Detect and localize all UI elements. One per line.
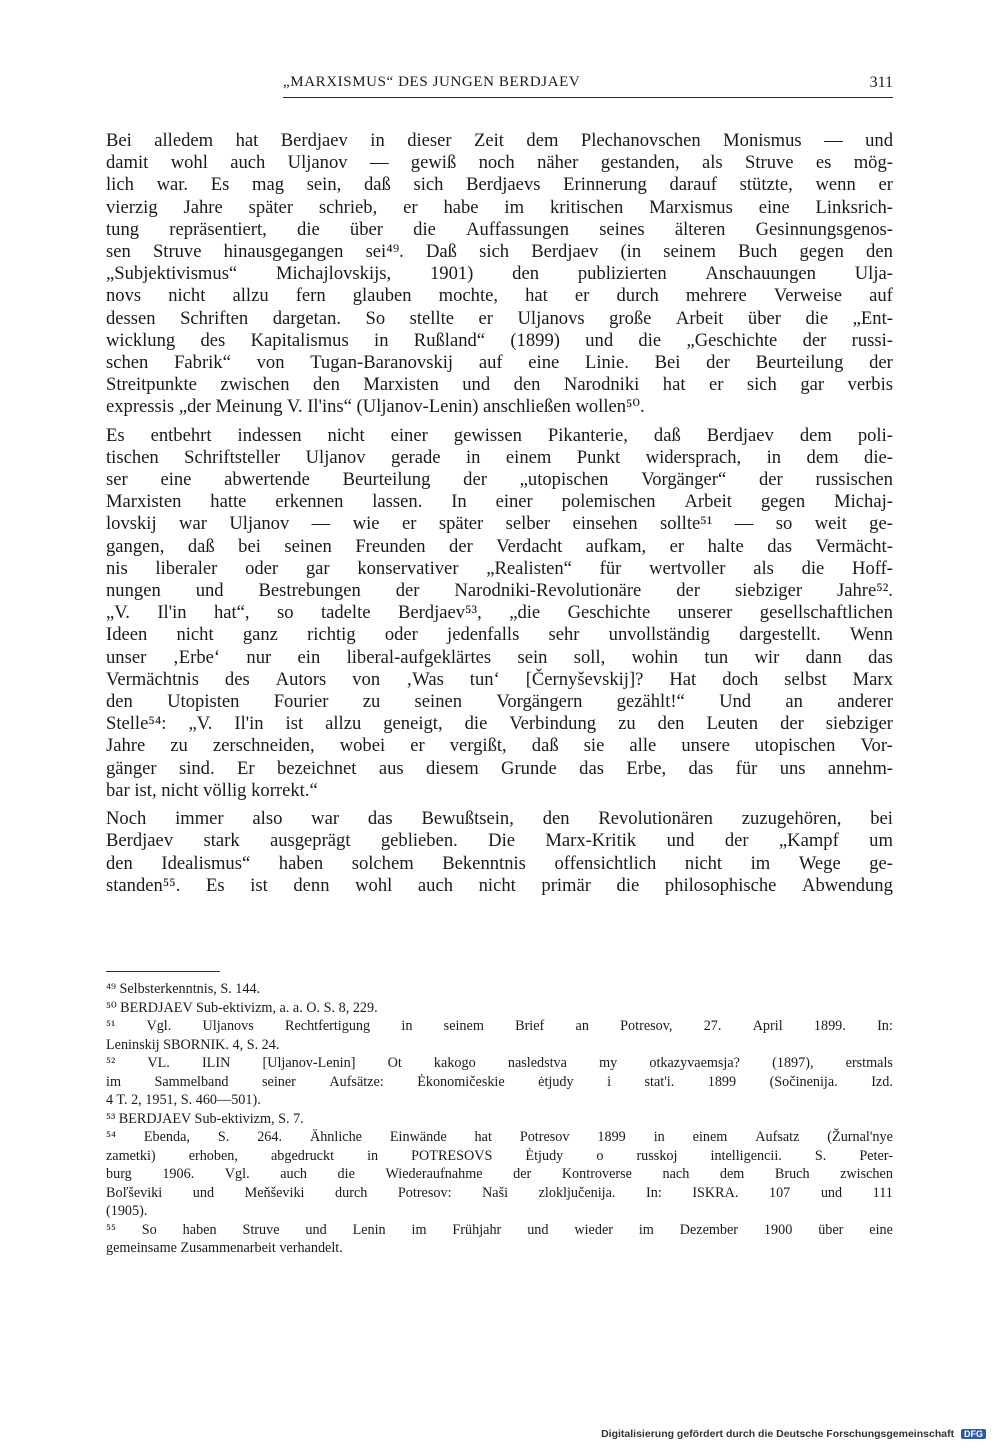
footnotes bbox=[106, 980, 893, 1258]
dfg-logo: DFG bbox=[961, 1429, 986, 1439]
footnote-rule bbox=[106, 971, 220, 972]
footnote bbox=[106, 980, 893, 999]
text-line: gangen, daß bei seinen Freunden der Verdacht aufkam, er halte das Vermächt- bbox=[106, 535, 893, 557]
footnote-line: im Sammelband seiner Aufsätze: Ėkonomičeskie ėtjudy i stat'i. 1899 (Sočinenija. Izd. bbox=[106, 1073, 893, 1090]
text-line: den Utopisten Fourier zu seinen Vorgängern gezählt!“ Und an anderer bbox=[106, 691, 893, 713]
text-line: bar ist, nicht völlig korrekt.“ bbox=[106, 779, 318, 801]
text-line: damit wohl auch Uljanov — gewiß noch näher gestanden, als Struve es mög- bbox=[106, 152, 893, 174]
text-line: Berdjaev stark ausgeprägt geblieben. Die Marx-Kritik und der „Kampf um bbox=[106, 830, 893, 852]
footnote-line: 4 T. 2, 1951, S. 460—501). bbox=[106, 1092, 261, 1108]
paragraph bbox=[106, 130, 893, 419]
header-rule bbox=[283, 97, 893, 98]
footnote-line: ⁵¹ Vgl. Uljanovs Rechtfertigung in seinem Brief an Potresov, 27. April 1899. In: bbox=[106, 1018, 893, 1034]
running-title: „MARXISMUS“ DES JUNGEN BERDJAEV bbox=[283, 74, 581, 90]
text-line: vierzig Jahre später schrieb, er habe im kritischen Marxismus eine Linksrich- bbox=[106, 196, 893, 218]
footnote bbox=[106, 1110, 893, 1129]
text-line: sen Struve hinausgegangen sei⁴⁹. Daß sich Berdjaev (in seinem Buch gegen den bbox=[106, 241, 893, 263]
text-line: schen Fabrik“ von Tugan-Baranovskij auf eine Linie. Bei der Beurteilung der bbox=[106, 352, 893, 374]
text-line: lich war. Es mag sein, daß sich Berdjaevs Erinnerung darauf stützte, wenn er bbox=[106, 174, 893, 196]
footnote-line: ⁵² VL. ILIN [Uljanov-Lenin] Ot kakogo nasledstva my otkazyvaemsja? (1897), erstmals bbox=[106, 1055, 893, 1071]
footnote bbox=[106, 1128, 893, 1221]
text-line: „V. Il'in hat“, so tadelte Berdjaev⁵³, „die Geschichte unserer gesellschaftlichen bbox=[106, 602, 893, 624]
text-line: wicklung des Kapitalismus in Rußland“ (1899) und die „Geschichte der russi- bbox=[106, 329, 893, 351]
text-line: unser ‚Erbe‘ nur ein liberal-aufgeklärtes sein soll, wohin tun wir dann das bbox=[106, 646, 893, 668]
footnote bbox=[106, 999, 893, 1018]
text-line: standen⁵⁵. Es ist denn wohl auch nicht primär die philosophische Abwendung bbox=[106, 874, 893, 896]
text-line: expressis „der Meinung V. Il'ins“ (Uljanov-Lenin) anschließen wollen⁵⁰. bbox=[106, 396, 645, 418]
footnote-line: gemeinsame Zusammenarbeit verhandelt. bbox=[106, 1240, 343, 1256]
text-line: Bei alledem hat Berdjaev in dieser Zeit dem Plechanovschen Monismus — und bbox=[106, 130, 893, 151]
text-line: nungen und Bestrebungen der Narodniki-Revolutionäre der siebziger Jahre⁵². bbox=[106, 580, 893, 602]
footnote-line: ⁵⁰ BERDJAEV Sub-ektivizm, a. a. O. S. 8, 229. bbox=[106, 999, 378, 1016]
digitization-credit bbox=[601, 1428, 986, 1440]
text-line: nis liberaler oder gar konservativer „Realisten“ für wertvoller als die Hoff- bbox=[106, 557, 893, 579]
text-line: Es entbehrt indessen nicht einer gewissen Pikanterie, daß Berdjaev dem poli- bbox=[106, 424, 893, 446]
footnote-line: ⁵⁴ Ebenda, S. 264. Ähnliche Einwände hat Potresov 1899 in einem Aufsatz (Žurnal'nye bbox=[106, 1129, 893, 1145]
footnote bbox=[106, 1017, 893, 1054]
paragraph bbox=[106, 808, 893, 897]
footnote-line: Leninskij SBORNIK. 4, S. 24. bbox=[106, 1036, 280, 1053]
text-line: den Idealismus“ haben solchem Bekenntnis offensichtlich nicht im Wege ge- bbox=[106, 852, 893, 874]
text-line: Ideen nicht ganz richtig oder jedenfalls sehr unvollständig dargestellt. Wenn bbox=[106, 624, 893, 646]
text-line: Marxisten hatte erkennen lassen. In einer polemischen Arbeit gegen Michaj- bbox=[106, 491, 893, 513]
text-line: dessen Schriften dargetan. So stellte er Uljanovs große Arbeit über die „Ent- bbox=[106, 307, 893, 329]
footnote-line: ⁵⁵ So haben Struve und Lenin im Frühjahr und wieder im Dezember 1900 über eine bbox=[106, 1221, 893, 1238]
paragraph bbox=[106, 425, 893, 802]
text-line: Jahre zu zerschneiden, wobei er vergißt, daß sie alle unsere utopischen Vor- bbox=[106, 735, 893, 757]
page-number: 311 bbox=[869, 74, 893, 91]
text-line: Noch immer also war das Bewußtsein, den Revolutionären zuzugehören, bei bbox=[106, 808, 893, 830]
footnote-line: ⁴⁹ Selbsterkenntnis, S. 144. bbox=[106, 981, 261, 997]
footnote bbox=[106, 1221, 893, 1258]
text-line: novs nicht allzu fern glauben mochte, hat er durch mehrere Verweise auf bbox=[106, 285, 893, 307]
text-line: lovskij war Uljanov — wie er später selber einsehen sollte⁵¹ — so weit ge- bbox=[106, 513, 893, 535]
footnote-line: zametki) erhoben, abgedruckt in POTRESOVS Ėtjudy o russkoj intelligencii. S. Peter- bbox=[106, 1147, 893, 1164]
footnote bbox=[106, 1054, 893, 1110]
footnote-line: burg 1906. Vgl. auch die Wiederaufnahme der Kontroverse nach dem Bruch zwischen bbox=[106, 1166, 893, 1182]
text-line: tischen Schriftsteller Uljanov gerade in einem Punkt widersprach, in dem die- bbox=[106, 446, 893, 468]
text-line: Vermächtnis des Autors von ‚Was tun‘ [Černyševskij]? Hat doch selbst Marx bbox=[106, 668, 893, 690]
text-line: tung repräsentiert, die über die Auffassungen seines älteren Gesinnungsgenos- bbox=[106, 218, 893, 240]
footnote-line: (1905). bbox=[106, 1203, 148, 1219]
credit-text: Digitalisierung gefördert durch die Deutsche Forschungsgemeinschaft bbox=[601, 1428, 955, 1440]
text-line: gänger sind. Er bezeichnet aus diesem Grunde das Erbe, das für uns annehm- bbox=[106, 757, 893, 779]
footnote-line: Boľševiki und Meňševiki durch Potresov: Naši zloključenija. In: ISKRA. 107 und 111 bbox=[106, 1184, 893, 1201]
body-text bbox=[106, 130, 893, 897]
text-line: Streitpunkte zwischen den Marxisten und den Narodniki hat er sich gar verbis bbox=[106, 374, 893, 396]
text-line: „Subjektivismus“ Michajlovskijs, 1901) den publizierten Anschauungen Ulja- bbox=[106, 263, 893, 285]
text-line: ser eine abwertende Beurteilung der „utopischen Vorgänger“ der russischen bbox=[106, 469, 893, 491]
text-line: Stelle⁵⁴: „V. Il'in ist allzu geneigt, die Verbindung zu den Leuten der siebziger bbox=[106, 713, 893, 735]
footnote-line: ⁵³ BERDJAEV Sub-ektivizm, S. 7. bbox=[106, 1110, 304, 1127]
